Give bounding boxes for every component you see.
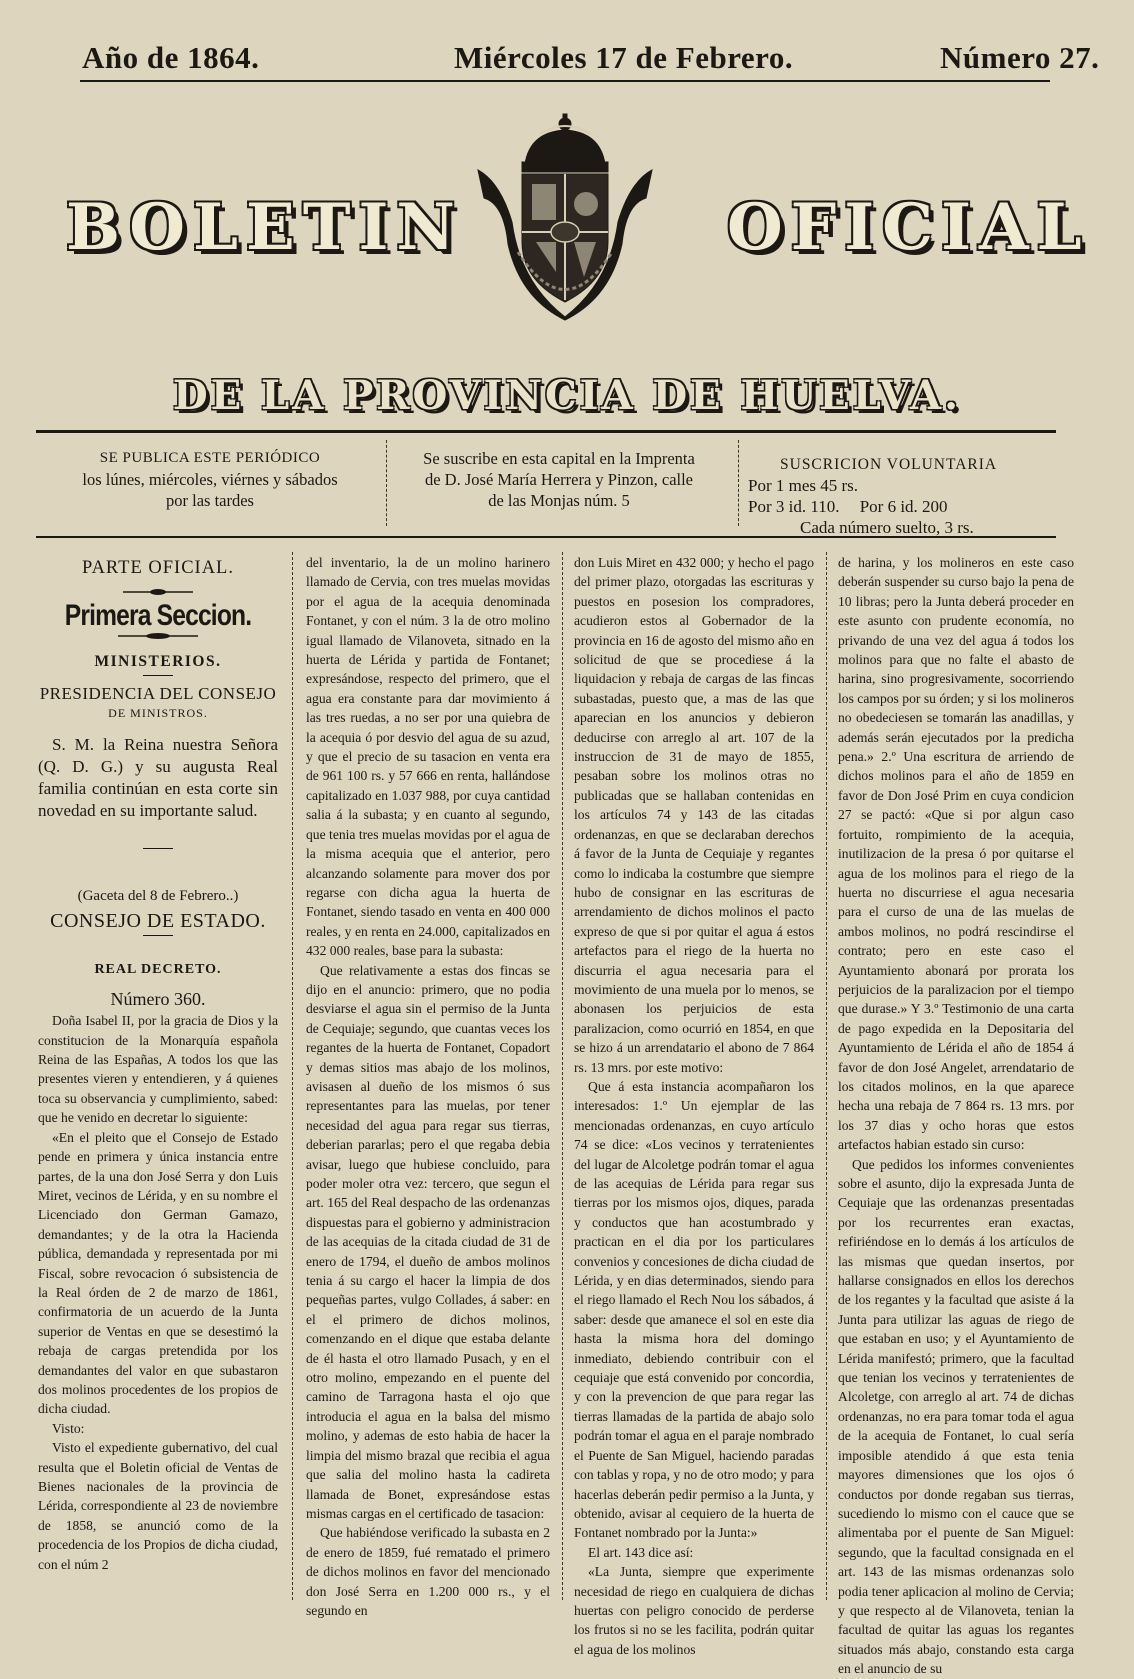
ornament-rule — [123, 588, 193, 596]
decree-paragraph: «La Junta, siempre que experimente necesidad de riego en cualquiera de dichas huertas con peligro conocido de perderse los frutos si no se les facilita, podrán quitar el agua de los molinos — [574, 1564, 814, 1657]
publication-line-3: por las tardes — [166, 491, 254, 510]
coat-of-arms-emblem — [460, 112, 670, 322]
decree-paragraph: Visto: — [52, 1420, 85, 1436]
decree-paragraph: Que habiéndose verificado la subasta en 2 de enero de 1859, fué rematado el primero de dichos molinos en favor del mencionado don José Serra en 1.200 000 rs., y el segundo en — [306, 1525, 550, 1618]
decree-paragraph: del inventario, la de un molino harinero llamado de Cervia, con tres muelas movidas por el agua de la acequia denominada Fontanet, y con el núm. 3 la de otro molino igual llamado de Vilanoveta, sitnado en la huerta de Lérida y partida de Fontanet; expresándose, respecto del primero, que el agua era constante para dar movimiento á las tres ruedas, a no ser por una quiebra de la acequia ó por desvio del agua de su azud, y que el precio de su tasacion en venta era de 961 100 rs. y 57 666 en renta, hallándose capitalizado en 1.037 988, por cuya cantidad salia á la subasta; y en cuanto al segundo, que tenia tres muelas movidas por el agua de la misma acequia que el anterior, pero alcanzando solamente para mover dos por regarse con dicha agua la huerta de Fontanet, siendo tasado en venta en 400 000 reales, y en renta en 24.000, capitalizados en 432 000 reales, base para la subasta: — [306, 555, 550, 959]
price-row — [748, 496, 1048, 517]
price-info — [748, 454, 1048, 538]
dateline — [0, 40, 1134, 80]
column-1 — [38, 553, 278, 1600]
price-title: SUSCRICION VOLUNTARIA — [780, 456, 998, 473]
info-top-rule — [36, 430, 1056, 433]
decree-paragraph: El art. 143 dice así: — [588, 1544, 694, 1560]
subscription-line-1: Se suscribe en esta capital en la Imprenta — [423, 449, 695, 468]
date-label: Miércoles 17 de Febrero. — [454, 40, 794, 75]
subscription-line-3: de las Monjas núm. 5 — [488, 491, 630, 510]
decree-paragraph: Que á esta instancia acompañaron los interesados: 1.º Un ejemplar de las mencionadas ordenanzas, en cuyo artículo 74 se dice: «Los vecinos y terratenientes del lugar de Alcoletge podrán tomar el agua de las acequias de Lérida para regar sus tierras por los mismos ojos, diques, parada y conductos que han acostumbrado y practican en el dia por los particulares convenios y concesiones de dicha ciudad de Lérida, y en dias determinados, siendo para el riego llamado el Rech Nou los sábados, á saber: desde que amanece el sol en este dia hasta la misma hora del domingo inmediato, debiendo contribuir con el cequiaje que está convenido por concordia, y con la prevencion de que para regar las tierras llamadas de la partida de abajo solo podrán tomar el agua en el paraje nombrado el Puente de San Miguel, haciendo paradas con tablas y ropa, y no de otro modo; y para hacerlas deberán pedir permiso a la Junta, y obtenido, avisar al cequiero de la huerta de Fontanet nombrado por la Junta:» — [574, 1078, 814, 1541]
column-divider-2 — [562, 552, 563, 1600]
short-rule — [143, 848, 173, 849]
publication-line-2: los lúnes, miércoles, viérnes y sábados — [82, 470, 338, 489]
publication-line-1: SE PUBLICA ESTE PERIÓDICO — [99, 450, 321, 466]
health-notice: S. M. la Reina nuestra Señora (Q. D. G.) y su augusta Real familia continúan en esta corte sin novedad en su importante salud. — [38, 734, 278, 820]
info-divider-1 — [386, 440, 387, 526]
column-3 — [574, 553, 814, 1657]
column-4 — [838, 553, 1074, 1677]
decree-paragraph: «En el pleito que el Consejo de Estado pende en primera y única instancia entre partes, de la una don José Serra y don Luis Miret, vecinos de Lérida, y en su nombre el Licenciado don German Gamazo, demandantes; y de la otra la Hacienda pública, demandada y representada por mi Fiscal, sobre revocacion ó subsistencia de la Real órden de 2 de marzo de 1861, confirmatoria de un acuerdo de la Junta superior de Ventas en que se desestimó la rebaja de cargas pretendida por los demandantes del valor en que subastaron dos molinos procedentes de los propios de dicha ciudad. — [38, 1129, 278, 1417]
price-6-months: Por 6 id. 200 — [859, 497, 948, 516]
short-rule — [143, 935, 173, 936]
masthead-right: OFICIAL — [727, 190, 1090, 265]
gaceta-reference: (Gaceta del 8 de Febrero..) — [77, 887, 239, 904]
price-1-month: Por 1 mes 45 rs. — [748, 476, 859, 495]
info-divider-2 — [738, 440, 739, 526]
decree-paragraph: Que relativamente a estas dos fincas se dijo en el anuncio: primero, que no podia desviarse el agua sin el permiso de la Junta de Cequiaje; segundo, que cuantas veces los regantes de la huerta de Fontanet, Copadort y demas sitios mas abajo de los molinos, avisasen al dueño de los mismos ó sus representantes para las muelas, por tener necesidad del agua para regar sus tierras, deberian pararlas; pero el que regaba debia avisar, luego que hubiese concluido, para poder moler otra vez: tercero, que segun el art. 165 del Real despacho de las ordenanzas dispuestas para el gobierno y administracion de las acequias de la citada ciudad de 31 de enero de 1794, el dueño de ambos molinos tenia á su cargo el hacer la limpia de dos pequeñas partes, vulgo Collades, á saber: en el el primero de dichos molinos, comenzando en el dique que estaba delante de él hasta el otro llamado Pusach, y en el otro molino, empezando en el puente del camino de Tarragona hasta el ojo que introducia el agua en la balsa del mismo molino, y ademas de esto habia de hacer la limpia del mismo brazal que recibia el agua que salia del molino hasta la cadireta llamada de Bonet, expresándose estas mismas cargas en el certificado de tasacion: — [306, 962, 550, 1521]
column-divider-3 — [826, 552, 827, 1600]
decree-paragraph: don Luis Miret en 432 000; y hecho el pago del primer plazo, otorgadas las escrituras y puestos en posesion los compradores, acudieron estos al Gobernador de la provincia en 16 de agosto del mismo año en solicitud de que se procediese á la liquidacion y rebaja de cargas de las fincas subastadas, puesto que, a mas de las que aparecian en los anuncios y debieron deducirse con arreglo al art. 107 de la instruccion de 31 de mayo de 1855, pesaban sobre los molinos otras no publicadas que se hallaban contenidas en los artículos 74 y 143 de las citadas ordenanzas, en que se declaraban derechos á favor de la Junta de Cequiaje y regantes como lo indicaba la costumbre que siempre hubo de consignar en las escrituras de arrendamiento de dichos molinos el pacto expreso de que si por quitar el agua á estos artefactos para el riego de la huerta no discurria el agua necesaria para el movimiento de una muela por lo menos, se abonasen los perjuicios de esta paralizacion, como ocurrió en 1854, en que se hizo á un arrendatario el abono de 7 864 rs. 13 mrs. por este motivo: — [574, 555, 814, 1075]
issue-number: Número 27. — [940, 40, 1100, 75]
year-label: Año de 1864. — [82, 40, 260, 75]
decree-paragraph: Que pedidos los informes convenientes sobre el asunto, dijo la expresada Junta de Cequiaje que las ordenanzas presentadas por los recurrentes eran exactas, refiriéndose en lo demás á los artículos de las mismas que quedan insertos, por hallarse consignados en ellos los derechos de los regantes y la facultad que asiste á la Junta para utilizar las aguas de riego de que estaban en uso; y el Ayuntamiento de Lérida manifestó; primero, que la facultad que tenian los vecinos y terratenientes de Alcoletge, con arreglo al art. 74 de dichas ordenanzas, no era para tomar toda el agua de la acequia de Fontanet, lo cual sería imposible atendido á que esta tenia mayores dimensiones que los ojos ó conductos por donde regaban sus tierras, sucediendo lo mismo con el cauce que se alimentaba por el puente de San Miguel: segundo, que la facultad consignada en el art. 143 de las mismas ordenanzas solo podia tener aplicacion al molino de Cervia; y que respecto al de Vilanoveta, tenian la facultad de quitar las aguas los regantes situados más abajo, constando esta carga en el anuncio de su — [838, 1156, 1074, 1677]
decree-number: Número 360. — [110, 988, 206, 1009]
consejo-heading: CONSEJO DE ESTADO. — [50, 910, 266, 933]
short-rule — [143, 675, 173, 676]
masthead-left: BOLETIN — [66, 190, 463, 265]
subscription-line-2: de D. José María Herrera y Pinzon, calle — [424, 470, 694, 489]
decree-paragraph: de harina, y los molineros en este caso deberán suspender su curso bajo la pena de 10 libras; pero la Junta deberá proceder en este asunto con prudente economía, no privando de una vez del agua á todos los molinos para que no falte el abasto de harina, sino progresivamente, socorriendo los campos por su órden; y si los molineros no obedeciesen se tomarán las anadillas, y además serán ejecutados por la predicha pena.» 2.º Una escritura de arriendo de dichos molinos para el año de 1859 en favor de Don José Prim en cuya condicion 27 se pactó: «Que si por algun caso fortuito, rompimiento de la acequia, inutilizacion de la presa ó por quitarse el agua de los molinos para el riego de la huerta no discurriese el agua necesaria para el curso de una de las muelas de ambos molinos, no podrá rescindirse el contrato; pero en este caso el Ayuntamiento abonará por prorata los perjuicios de la paralizacion por el tiempo que durase.» Y 3.º Testimonio de una carta de pago expedida en la Depositaria del Ayuntamiento de Lérida el año de 1854 á favor de don José Angelet, arrendatario de los citados molinos, en la que aparece hecha una rebaja de 7 864 rs. 13 mrs. por los 37 dias y ocho horas que estos artefactos habian estado sin curso: — [838, 555, 1074, 1153]
top-rule — [80, 80, 1050, 82]
presidencia-heading: PRESIDENCIA DEL CONSEJO — [39, 684, 277, 704]
column-divider-1 — [292, 552, 293, 1600]
ornament-rule — [118, 632, 198, 640]
presidencia-subheading: DE MINISTROS. — [108, 706, 208, 721]
masthead-subtitle: DE LA PROVINCIA DE HUELVA. — [173, 372, 961, 419]
parte-oficial-heading: PARTE OFICIAL. — [81, 558, 234, 578]
primera-seccion-heading: Primera Seccion. — [64, 599, 252, 633]
column-2 — [306, 553, 550, 1618]
subscription-info — [388, 448, 730, 511]
real-decreto-heading: REAL DECRETO. — [94, 962, 222, 978]
publication-schedule — [40, 448, 380, 511]
ministerios-heading: MINISTERIOS. — [94, 652, 222, 670]
decree-paragraph: Doña Isabel II, por la gracia de Dios y la constitucion de la Monarquía española Reina de las Españas, A todos los que las presentes vieren y entendieren, y á quienes toca su observancia y cumplimiento, sabed: que he venido en decretar lo siguiente: — [38, 1013, 278, 1126]
decree-paragraph: Visto el expediente gubernativo, del cual resulta que el Boletin oficial de Ventas de Bienes nacionales de la provincia de Lérida, correspondiente al 23 de noviembre de 1858, se anunció como de la procedencia de los Propios de dicha ciudad, con el núm 2 — [38, 1440, 278, 1572]
price-3-months: Por 3 id. 110. — [748, 497, 840, 516]
price-single-issue: Cada número suelto, 3 rs. — [800, 518, 974, 537]
